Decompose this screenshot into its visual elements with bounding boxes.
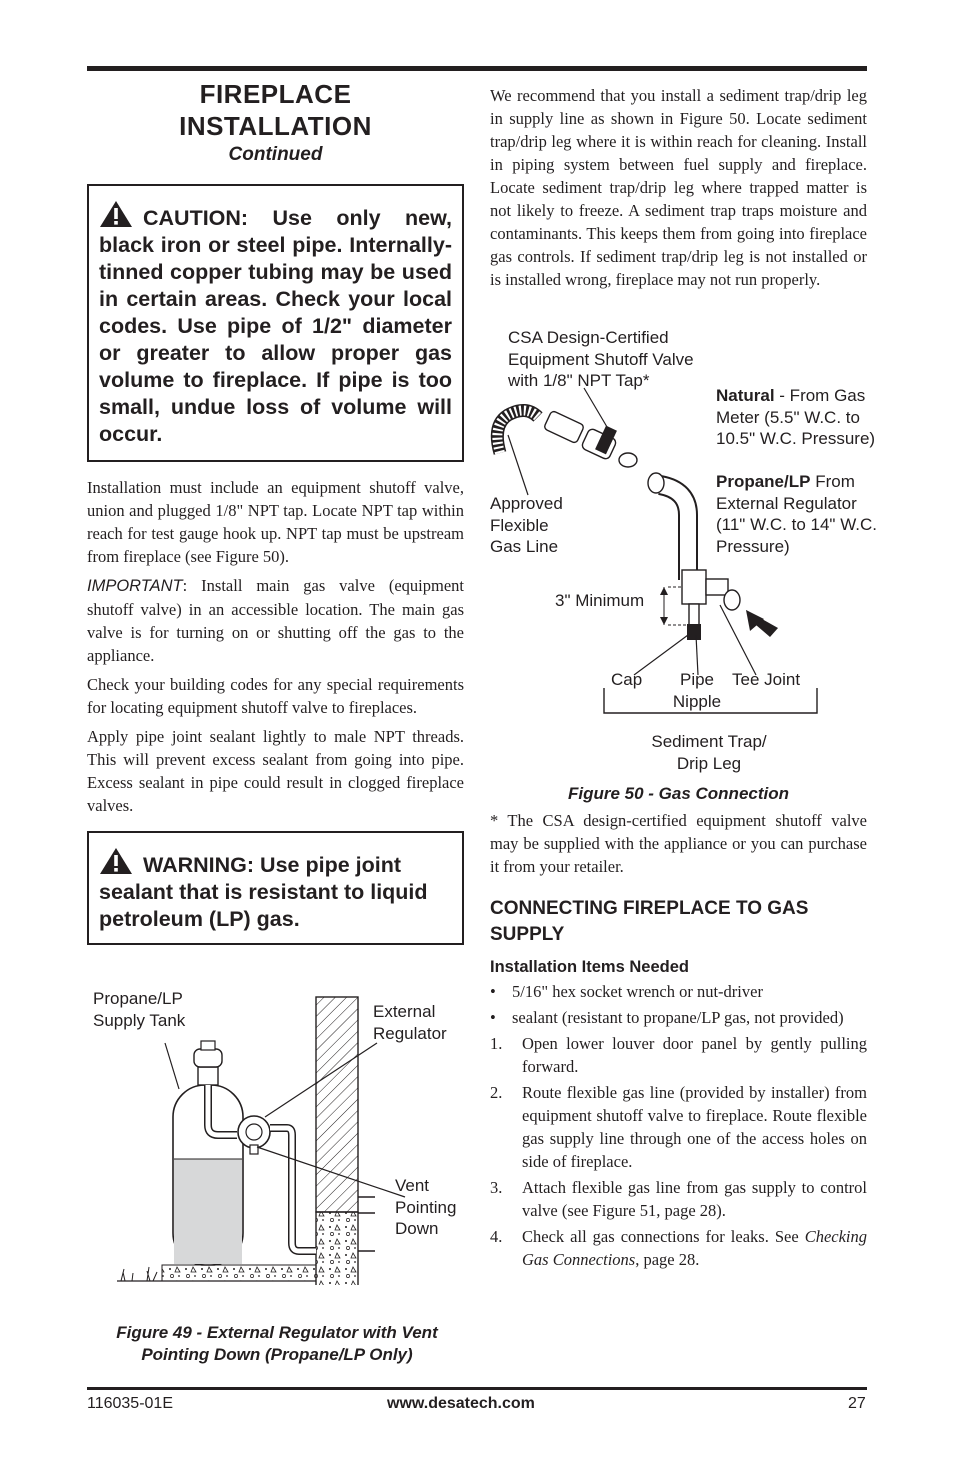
- top-rule: [87, 66, 867, 71]
- right-column: [490, 84, 867, 297]
- important-label: IMPORTANT: [87, 577, 183, 595]
- title-line-2: INSTALLATION: [179, 111, 372, 141]
- lower-right-column: [490, 809, 867, 1274]
- step-number: 3.: [490, 1178, 503, 1197]
- bottom-rule: [87, 1387, 867, 1390]
- figure-50-caption: Figure 50 - Gas Connection: [567, 784, 790, 803]
- warning-box: [87, 831, 464, 945]
- figure-49-caption: Figure 49 - External Regulator with Vent Pointing Down (Propane/LP Only): [116, 1323, 438, 1364]
- step-number: 2.: [490, 1083, 503, 1102]
- label-supply-tank: Propane/LP Supply Tank: [93, 989, 186, 1030]
- paragraph-shutoff: Installation must include an equipment shutoff valve, union and plugged 1/8" NPT tap. Locate NPT tap within reach for test gauge hook up. NPT tap must be upstream from fireplace (see Figure 50).: [87, 478, 464, 566]
- natural-bold: Natural: [716, 386, 775, 405]
- label-sediment-trap: Sediment Trap/ Drip Leg: [651, 732, 767, 773]
- label-vent-pointing-down: Vent Pointing Down: [395, 1176, 457, 1238]
- label-external-regulator: External Regulator: [373, 1002, 447, 1043]
- paragraph-building-codes: Check your building codes for any special requirements for locating equipment shutoff valve to fireplaces.: [87, 675, 464, 717]
- label-tee-joint: Tee Joint: [732, 670, 801, 689]
- continued-label: Continued: [228, 144, 323, 165]
- warning-triangle-icon: [99, 200, 133, 228]
- label-3-inch-minimum: 3" Minimum: [555, 591, 645, 610]
- label-natural: [716, 385, 881, 450]
- step-item: 3. Attach flexible gas line from gas supply to control valve (see Figure 51, page 28).: [490, 1178, 867, 1220]
- label-flexible-gas-line: Approved Flexible Gas Line: [490, 494, 563, 556]
- caution-box: [87, 184, 464, 462]
- list-item: • 5/16" hex socket wrench or nut-driver: [490, 982, 763, 1001]
- step-item: 4. Check all gas connections for leaks. See Checking Gas Connections, page 28.: [490, 1227, 867, 1269]
- paragraph-sealant: Apply pipe joint sealant lightly to male NPT threads. This will prevent excess sealant from going into pipe. Excess sealant in pipe could result in clogged fireplace valves.: [87, 727, 464, 815]
- figure-50: [488, 325, 878, 775]
- propane-bold: Propane/LP: [716, 472, 811, 491]
- propane-text: From External Regulator (11" W.C. to 14" W.C. Pressure): [716, 472, 878, 556]
- paragraph-sediment-trap: We recommend that you install a sediment trap/drip leg in supply line as shown in Figure 50. Locate sediment trap/drip leg where it is within reach for cleaning. Install in piping system between fuel supply and fireplace. Locate sediment trap/drip leg where trapped matter is not likely to freeze. A sediment trap traps moisture and contaminants. This keeps them from going into fireplace gas controls. If sediment trap/drip leg is not installed or is installed wrong, fireplace may not run properly.: [490, 86, 867, 289]
- paragraph-important: [87, 574, 464, 667]
- items-needed-heading: Installation Items Needed: [490, 958, 689, 976]
- natural-text: - From Gas Meter (5.5" W.C. to 10.5" W.C. Pressure): [716, 386, 876, 448]
- checking-gas-connections-ref: Checking Gas Connections: [522, 1227, 867, 1269]
- label-pipe-nipple: Pipe Nipple: [672, 670, 722, 711]
- step-number: 1.: [490, 1034, 503, 1053]
- list-item: • sealant (resistant to propane/LP gas, not provided): [490, 1008, 844, 1027]
- figure-49: [87, 985, 467, 1285]
- warning-text: WARNING: Use pipe joint sealant that is resistant to liquid petroleum (LP) gas.: [99, 853, 428, 931]
- footnote: * The CSA design-certified equipment shutoff valve may be supplied with the appliance or you can purchase it from your retailer.: [490, 811, 867, 876]
- label-cap: Cap: [611, 670, 643, 689]
- important-text: : Install main gas valve (equipment shutoff valve) in an accessible location. The main gas valve is for turning on or shutting off the gas to the appliance.: [87, 576, 464, 665]
- bullet-mark: •: [490, 982, 496, 1001]
- footer-website[interactable]: www.desatech.com: [387, 1395, 535, 1412]
- step-item: 1. Open lower louver door panel by gently pulling forward.: [490, 1034, 867, 1076]
- footer-doc-number: 116035-01E: [87, 1395, 173, 1412]
- title-line-1: FIREPLACE: [199, 79, 352, 109]
- caution-text: CAUTION: Use only new, black iron or steel pipe. Internally-tinned copper tubing may be used in certain areas. Check your local codes. Use pipe of 1/2" diameter or greater to allow proper gas volume to fireplace. If pipe is too small, undue loss of volume will occur.: [99, 206, 452, 446]
- label-shutoff-valve: CSA Design-Certified Equipment Shutoff Valve with 1/8" NPT Tap*: [508, 328, 694, 390]
- connecting-heading: CONNECTING FIREPLACE TO GAS SUPPLY: [490, 898, 809, 945]
- footer-page-number: 27: [848, 1395, 866, 1412]
- left-column: [87, 78, 464, 945]
- section-title: [87, 78, 464, 142]
- bullet-mark: •: [490, 1008, 496, 1027]
- step-number: 4.: [490, 1227, 503, 1246]
- label-propane: [716, 471, 881, 557]
- step-item: 2. Route flexible gas line (provided by installer) from equipment shutoff valve to fireplace. Route flexible gas supply line through one of the access holes on side of fireplace.: [490, 1083, 867, 1171]
- warning-triangle-icon: [99, 847, 133, 875]
